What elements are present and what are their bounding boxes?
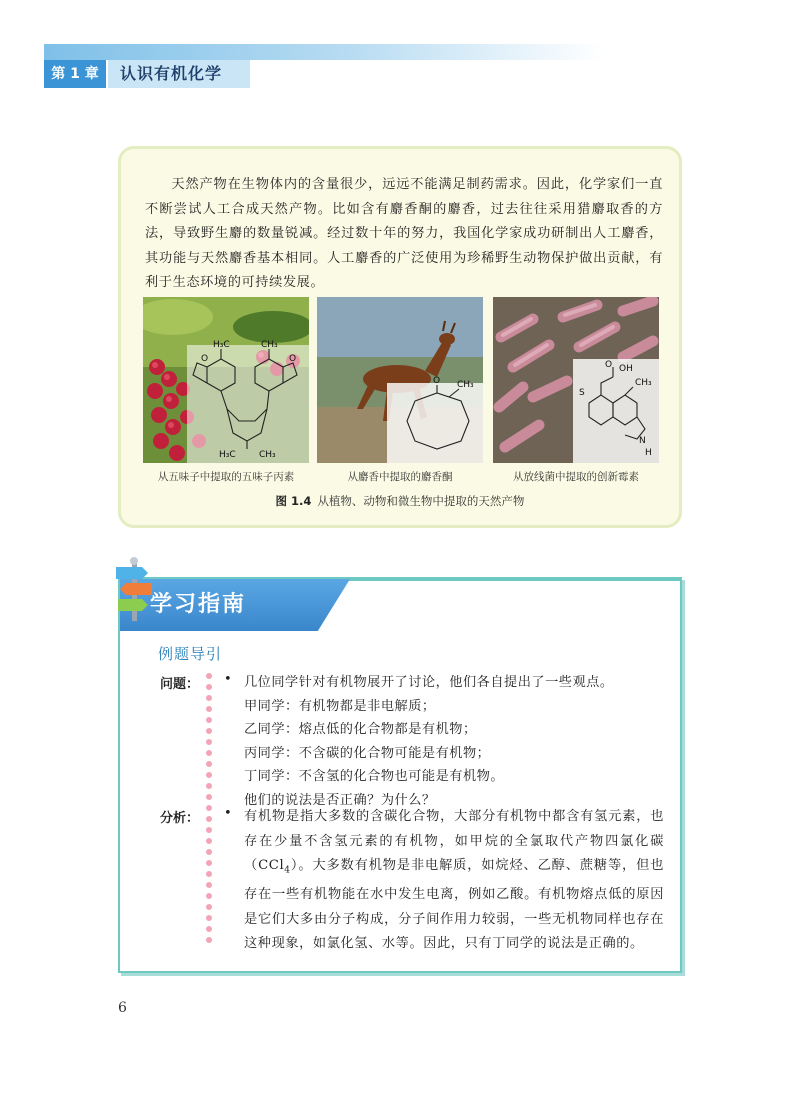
example-subtitle: 例题导引 [158,645,223,663]
header-band [44,44,604,60]
analysis-text [244,805,664,957]
schisandra-photo [143,297,309,463]
musk-deer-photo [317,297,483,463]
dotted-divider [204,673,214,949]
svg-text:OH: OH [619,364,633,374]
svg-text:H₃C: H₃C [213,340,230,350]
figure-caption-text: 从植物、动物和微生物中提取的天然产物 [317,494,525,508]
svg-text:O: O [605,360,613,370]
svg-text:H₃C: H₃C [219,450,236,460]
musk-deer-caption: 从麝香中提取的麝香酮 [347,471,453,483]
question-line: 他们的说法是否正确？为什么？ [244,792,436,808]
question-bullet: • [224,672,232,687]
schisandra-caption: 从五味子中提取的五味子丙素 [157,471,295,483]
svg-text:S: S [579,388,585,398]
page-number: 6 [118,1000,127,1016]
svg-text:H: H [645,448,652,458]
analysis-text-start: 有机物是指大多数的含碳化合物，大部分有机物中都含有氢元素，也存在少量不含氢元素的有机物，如甲烷的全氯取代产物四氯化碳（ [244,809,664,873]
chapter-title: 认识有机化学 [108,60,250,88]
analysis-label: 分析： [160,811,200,826]
actinomycete-photo [493,297,659,463]
svg-text:O: O [201,354,209,364]
question-line: 几位同学针对有机物展开了讨论，他们各自提出了一些观点。 [244,675,614,690]
svg-text:O: O [433,376,441,386]
actinomycete-caption: 从放线菌中提取的创新霉素 [513,471,639,483]
svg-text:N: N [639,436,646,446]
analysis-bullet: • [224,806,232,821]
question-line: 丙同学：不含碳的化合物可能是有机物； [244,745,491,761]
reading-box [118,146,682,528]
reading-paragraph: 天然产物在生物体内的含量很少，远远不能满足制药需求。因此，化学家们一直不断尝试人工合成天然产物。比如含有麝香酮的麝香，过去往往采用猎麝取香的方法，导致野生麝的数量锐减。经过数十年的努力，我国化学家成功研制出人工麝香，其功能与天然麝香基本相同。人工麝香的广泛使用为珍稀野生动物保护做出贡献，有利于生态环境的可持续发展。 [145,177,663,290]
question-line: 甲同学：有机物都是非电解质； [244,698,436,714]
svg-text:CH₃: CH₃ [457,380,474,390]
study-guide-box [118,577,682,973]
question-line: 乙同学：熔点低的化合物都是有机物； [244,722,477,737]
ccl4-formula: CCl$_4$ [258,858,291,876]
figure-caption [121,493,679,509]
analysis-text-end: ）。大多数有机物是非电解质，如烷烃、乙醇、蔗糖等，但也存在一些有机物能在水中发生电离，例如乙酸。有机物熔点低的原因是它们大多由分子构成，分子间作用力较弱，一些无机物同样也存在这种现象，如氯化氢、水等。因此，只有丁同学的说法是正确的。 [244,858,664,952]
question-line: 丁同学：不含氢的化合物也可能是有机物。 [244,769,505,784]
svg-text:CH₃: CH₃ [259,450,276,460]
chapter-number: 第 1 章 [44,60,106,88]
figure-number: 图 1.4 [275,494,312,508]
svg-text:CH₃: CH₃ [635,378,652,388]
svg-text:O: O [289,354,297,364]
svg-text:CH₃: CH₃ [261,340,278,350]
question-label: 问题： [160,677,200,692]
question-block [244,671,664,812]
guide-title: 学习指南 [150,592,247,617]
